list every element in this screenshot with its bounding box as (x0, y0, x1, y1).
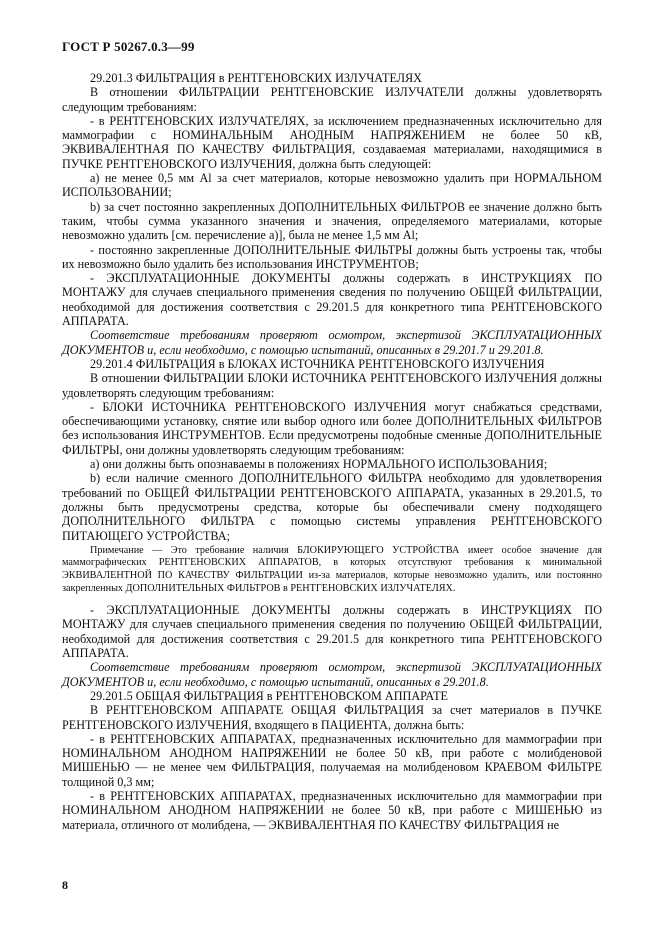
list-item: - в РЕНТГЕНОВСКИХ АППАРАТАХ, предназначенных исключительно для маммографии при НОМИНАЛЬНОМ АНОДНОМ НАПРЯЖЕНИИ не более 50 кВ, при работе с МИШЕНЬЮ из материала, отличного от молибдена, — ЭКВИВАЛЕНТНАЯ ПО КАЧЕСТВУ ФИЛЬТРАЦИЯ не (62, 789, 602, 832)
page-header: ГОСТ Р 50267.0.3—99 (62, 39, 195, 54)
list-item: - в РЕНТГЕНОВСКИХ АППАРАТАХ, предназначенных исключительно для маммографии при НОМИНАЛЬНОМ АНОДНОМ НАПРЯЖЕНИИ не более 50 кВ, при работе с молибденовой МИШЕНЬЮ — не менее чем ФИЛЬТРАЦИЯ, получаемая на молибденовом КРАЕВОМ ФИЛЬТРЕ толщиной 0,3 мм; (62, 731, 602, 789)
page-number: 8 (62, 878, 68, 892)
note: Примечание — Это требование наличия БЛОКИРУЮЩЕГО УСТРОЙСТВА имеет особое значение для маммографических РЕНТГЕНОВСКИХ АППАРАТОВ, в которых отсутствуют требования к минимальной ЭКВИВАЛЕНТНОЙ ПО КАЧЕСТВУ ФИЛЬТРАЦИИ из-за материалов, которые невозможно удалить, или постоянно закрепленных ДОПОЛНИТЕЛЬНЫХ ФИЛЬТРОВ в РЕНТГЕНОВСКИХ ИЗЛУЧАТЕЛЯХ. (62, 544, 602, 594)
list-item: а) они должны быть опознаваемы в положениях НОРМАЛЬНОГО ИСПОЛЬЗОВАНИЯ; (90, 457, 548, 472)
section-heading: 29.201.3 ФИЛЬТРАЦИЯ в РЕНТГЕНОВСКИХ ИЗЛУЧАТЕЛЯХ (90, 71, 422, 85)
list-item: - ЭКСПЛУАТАЦИОННЫЕ ДОКУМЕНТЫ должны содержать в ИНСТРУКЦИЯХ ПО МОНТАЖУ для случаев специального применения сведения по получению ОБЩЕЙ ФИЛЬТРАЦИИ, необходимой для достижения соответствия с 29.201.5 для конкретного типа РЕНТГЕНОВСКОГО АППАРАТА. (62, 271, 602, 329)
section-heading: 29.201.5 ОБЩАЯ ФИЛЬТРАЦИЯ в РЕНТГЕНОВСКОМ АППАРАТЕ (90, 688, 448, 703)
paragraph: В РЕНТГЕНОВСКОМ АППАРАТЕ ОБЩАЯ ФИЛЬТРАЦИЯ за счет материалов в ПУЧКЕ РЕНТГЕНОВСКОГО ИЗЛУЧЕНИЯ, входящего в ПАЦИЕНТА, должна быть: (62, 703, 602, 732)
section-heading: 29.201.4 ФИЛЬТРАЦИЯ в БЛОКАХ ИСТОЧНИКА РЕНТГЕНОВСКОГО ИЗЛУЧЕНИЯ (90, 356, 545, 371)
compliance-check: Соответствие требованиям проверяют осмотром, экспертизой ЭКСПЛУАТАЦИОННЫХ ДОКУМЕНТОВ и, если необходимо, с помощью испытаний, описанных в 29.201.8. (62, 660, 602, 689)
list-item: - в РЕНТГЕНОВСКИХ ИЗЛУЧАТЕЛЯХ, за исключением предназначенных исключительно для маммографии с НОМИНАЛЬНЫМ АНОДНЫМ НАПРЯЖЕНИЕМ не более 50 кВ, ЭКВИВАЛЕНТНАЯ ПО КАЧЕСТВУ ФИЛЬТРАЦИЯ, создаваемая материалами, находящимися в ПУЧКЕ РЕНТГЕНОВСКОГО ИЗЛУЧЕНИЯ, должна быть следующей: (62, 113, 602, 171)
paragraph: В отношении ФИЛЬТРАЦИИ РЕНТГЕНОВСКИЕ ИЗЛУЧАТЕЛИ должны удовлетворять следующим требованиям: (62, 85, 602, 114)
list-item: - ЭКСПЛУАТАЦИОННЫЕ ДОКУМЕНТЫ должны содержать в ИНСТРУКЦИЯХ ПО МОНТАЖУ для случаев специального применения сведения по получению ОБЩЕЙ ФИЛЬТРАЦИИ, необходимой для достижения соответствия с 29.201.5 для конкретного типа РЕНТГЕНОВСКОГО АППАРАТА. (62, 603, 602, 661)
list-item: b) за счет постоянно закрепленных ДОПОЛНИТЕЛЬНЫХ ФИЛЬТРОВ ее значение должно быть таким, чтобы сумма указанного значения и значения, определяемого материалами, которые невозможно удалить [см. перечисление а)], была не менее 1,5 мм Al; (62, 199, 602, 243)
list-item: - БЛОКИ ИСТОЧНИКА РЕНТГЕНОВСКОГО ИЗЛУЧЕНИЯ могут снабжаться средствами, обеспечивающими установку, снятие или выбор одного или более ДОПОЛНИТЕЛЬНЫХ ФИЛЬТРОВ без использования ИНСТРУМЕНТОВ. Если предусмотрены подобные сменные ДОПОЛНИТЕЛЬНЫЕ ФИЛЬТРЫ, они должны удовлетворять следующим требованиям: (62, 399, 602, 457)
list-item: а) не менее 0,5 мм Al за счет материалов, которые невозможно удалить при НОРМАЛЬНОМ ИСПОЛЬЗОВАНИИ; (62, 171, 602, 200)
spacer (62, 595, 602, 603)
list-item: b) если наличие сменного ДОПОЛНИТЕЛЬНОГО ФИЛЬТРА необходимо для удовлетворения требований по ОБЩЕЙ ФИЛЬТРАЦИИ РЕНТГЕНОВСКОГО АППАРАТА, указанных в 29.201.5, то должны быть предусмотрены средства, которые бы обеспечивали смену подходящего ДОПОЛНИТЕЛЬНОГО ФИЛЬТРА с помощью системы управления РЕНТГЕНОВСКОГО ПИТАЮЩЕГО УСТРОЙСТВА; (62, 471, 602, 543)
list-item: - постоянно закрепленные ДОПОЛНИТЕЛЬНЫЕ ФИЛЬТРЫ должны быть устроены так, чтобы их невозможно было удалить без использования ИНСТРУМЕНТОВ; (62, 242, 602, 271)
compliance-check: Соответствие требованиям проверяют осмотром, экспертизой ЭКСПЛУАТАЦИОННЫХ ДОКУМЕНТОВ и, если необходимо, с помощью испытаний, описанных в 29.201.7 и 29.201.8. (62, 328, 602, 357)
paragraph: В отношении ФИЛЬТРАЦИИ БЛОКИ ИСТОЧНИКА РЕНТГЕНОВСКОГО ИЗЛУЧЕНИЯ должны удовлетворять следующим требованиям: (62, 371, 602, 400)
document-body (62, 71, 602, 832)
